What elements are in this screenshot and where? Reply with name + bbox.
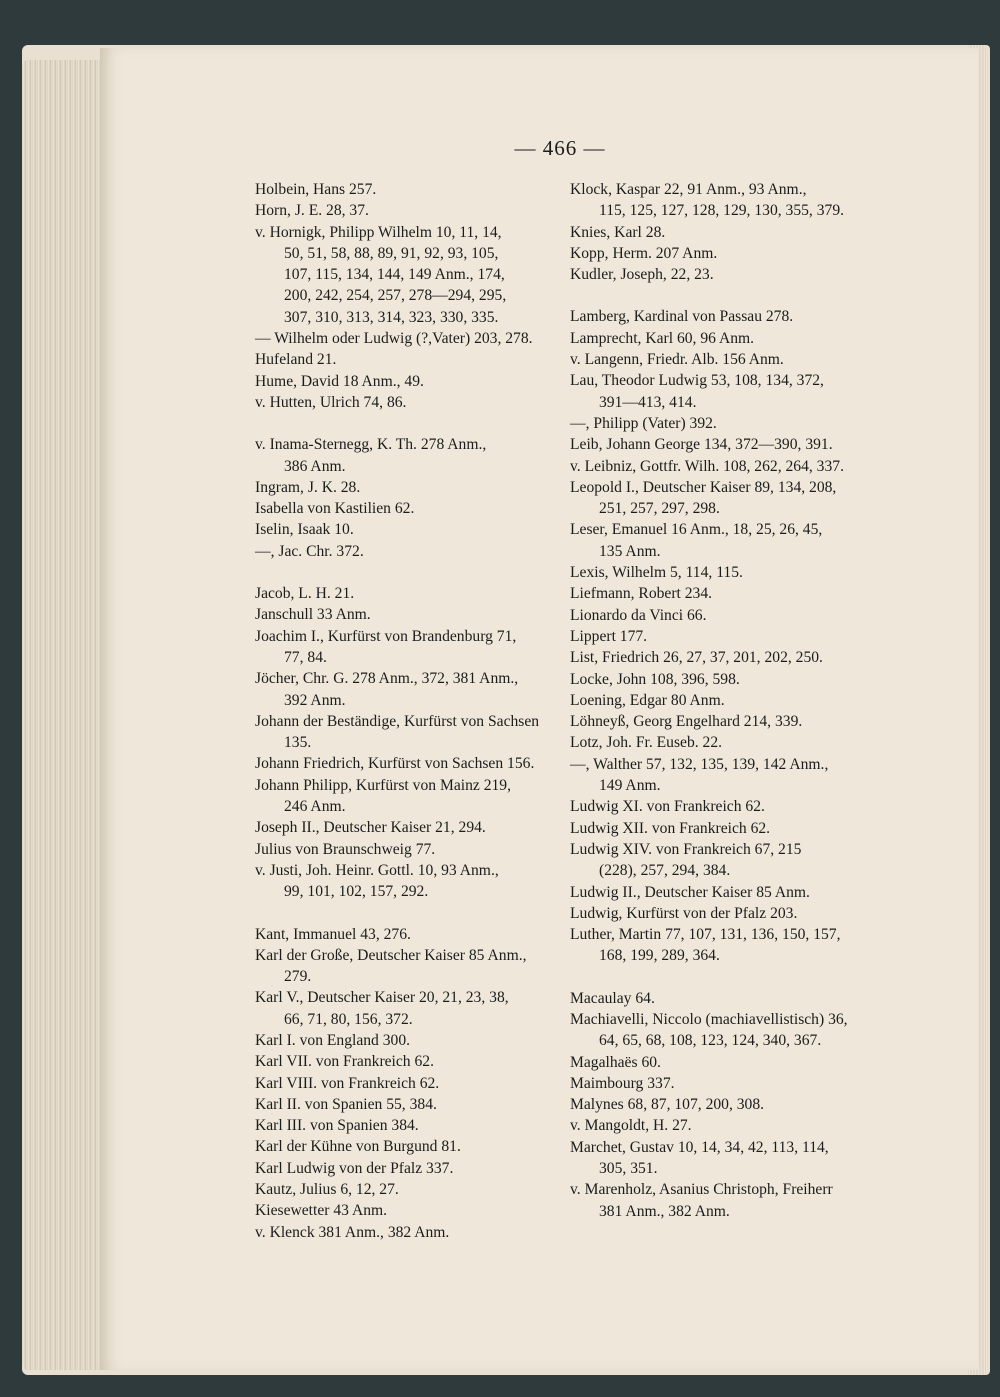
index-entry [255,1030,557,1051]
index-entry [570,562,880,583]
index-entry-line: v. Hornigk, Philipp Wilhelm 10, 11, 14, [255,223,502,241]
index-entry-line: Ingram, J. K. 28. [255,478,361,496]
index-entry-line: v. Inama-Sternegg, K. Th. 278 Anm., [255,436,487,454]
index-entry-line: v. Klenck 381 Anm., 382 Anm. [255,1223,450,1241]
index-entry-line: Iselin, Isaak 10. [255,521,354,539]
index-entry [570,1009,880,1052]
index-entry-continuation: 392 Anm. [284,691,346,709]
index-entry-line: Ludwig, Kurfürst von der Pfalz 203. [570,904,798,922]
index-entry [255,817,557,838]
index-entry [570,1179,880,1222]
index-entry [570,434,880,455]
index-entry [570,1052,880,1073]
index-entry-line: Joachim I., Kurfürst von Brandenburg 71, [255,627,517,645]
index-entry-line: List, Friedrich 26, 27, 37, 201, 202, 250. [570,649,823,667]
section-gap [255,413,557,434]
index-entry-line: Karl VII. von Frankreich 62. [255,1053,434,1071]
index-entry [255,753,557,774]
index-entry [570,690,880,711]
index-entry-continuation: 50, 51, 58, 88, 89, 91, 92, 93, 105, [284,244,499,262]
index-entry-line: Maimbourg 337. [570,1074,675,1092]
index-entry-line: v. Langenn, Friedr. Alb. 156 Anm. [570,351,784,369]
index-entry [255,860,557,903]
index-entry-line: Kautz, Julius 6, 12, 27. [255,1181,399,1199]
index-entry [255,711,557,754]
index-entry [255,477,557,498]
index-entry-continuation: 305, 351. [599,1160,658,1178]
index-entry-line: Löhneyß, Georg Engelhard 214, 339. [570,713,803,731]
index-entry-line: Karl der Große, Deutscher Kaiser 85 Anm., [255,946,527,964]
index-entry-line: Karl VIII. von Frankreich 62. [255,1074,440,1092]
index-entry [255,371,557,392]
index-entry [255,434,557,477]
index-entry-line: Lau, Theodor Ludwig 53, 108, 134, 372, [570,372,824,390]
index-entry-continuation: 135. [284,734,312,752]
index-entry [570,1094,880,1115]
index-entry [255,200,557,221]
index-entry [255,1051,557,1072]
index-entry-line: Lexis, Wilhelm 5, 114, 115. [570,564,743,582]
index-entry [255,1136,557,1157]
index-entry [570,605,880,626]
index-entry-line: Janschull 33 Anm. [255,606,371,624]
index-entry [570,818,880,839]
page-number: — 466 — [514,136,606,160]
index-entry [570,924,880,967]
index-entry-continuation: 391—413, 414. [599,393,697,411]
index-entry-line: Locke, John 108, 396, 598. [570,670,740,688]
index-column-left [255,179,557,1243]
index-entry [570,328,880,349]
index-entry-line: Johann der Beständige, Kurfürst von Sachsen [255,712,540,730]
index-column-right [570,179,880,1222]
index-entry-line: Karl II. von Spanien 55, 384. [255,1095,437,1113]
index-entry-line: Isabella von Kastilien 62. [255,500,415,518]
index-entry-line: Leser, Emanuel 16 Anm., 18, 25, 26, 45, [570,521,823,539]
index-entry [255,839,557,860]
index-entry-line: Lippert 177. [570,627,648,645]
index-entry-continuation: 66, 71, 80, 156, 372. [284,1010,413,1028]
index-entry-line: v. Leibniz, Gottfr. Wilh. 108, 262, 264, 337. [570,457,844,475]
index-entry-line: Leib, Johann George 134, 372—390, 391. [570,436,833,454]
index-entry-continuation: 200, 242, 254, 257, 278—294, 295, [284,287,507,305]
index-entry [255,349,557,370]
index-entry [570,1115,880,1136]
section-gap [570,967,880,988]
section-gap [255,562,557,583]
section-gap [570,285,880,306]
index-entry [255,1200,557,1221]
index-entry-continuation: (228), 257, 294, 384. [599,862,731,880]
index-entry [570,243,880,264]
index-entry [255,1179,557,1200]
index-entry [255,583,557,604]
index-entry-continuation: 64, 65, 68, 108, 123, 124, 340, 367. [599,1032,822,1050]
index-entry-continuation: 168, 199, 289, 364. [599,947,720,965]
index-entry-line: Loening, Edgar 80 Anm. [570,691,725,709]
index-entry [255,604,557,625]
index-entry-line: Luther, Martin 77, 107, 131, 136, 150, 157, [570,926,841,944]
index-entry-line: Hufeland 21. [255,351,337,369]
index-entry-line: Knies, Karl 28. [570,223,666,241]
index-entry-line: Joseph II., Deutscher Kaiser 21, 294. [255,819,486,837]
index-entry [570,413,880,434]
index-entry [570,839,880,882]
index-entry [570,519,880,562]
index-entry-line: — Wilhelm oder Ludwig (?,Vater) 203, 278. [255,330,533,348]
index-entry-line: Kant, Immanuel 43, 276. [255,925,411,943]
index-entry-continuation: 77, 84. [284,648,327,666]
index-entry [255,222,557,328]
index-entry [570,179,880,222]
index-entry-line: Macaulay 64. [570,989,655,1007]
index-entry-line: Kudler, Joseph, 22, 23. [570,266,714,284]
index-entry [255,775,557,818]
index-entry-line: Ludwig XII. von Frankreich 62. [570,819,771,837]
index-entry-line: Jacob, L. H. 21. [255,585,355,603]
index-entry-line: v. Justi, Joh. Heinr. Gottl. 10, 93 Anm., [255,861,499,879]
index-entry-line: Ludwig XIV. von Frankreich 67, 215 [570,840,802,858]
index-entry [570,1137,880,1180]
index-entry-line: Horn, J. E. 28, 37. [255,202,369,220]
index-entry-line: Karl V., Deutscher Kaiser 20, 21, 23, 38, [255,989,509,1007]
index-entry-line: Leopold I., Deutscher Kaiser 89, 134, 208, [570,478,837,496]
index-entry [570,1073,880,1094]
index-entry [570,647,880,668]
index-entry-continuation: 279. [284,968,312,986]
index-entry-continuation: 149 Anm. [599,777,661,795]
index-entry-line: Magalhaës 60. [570,1053,661,1071]
index-entry [570,306,880,327]
index-entry [255,498,557,519]
index-entry-line: —, Philipp (Vater) 392. [570,414,717,432]
section-gap [255,903,557,924]
index-entry [255,945,557,988]
index-entry-line: v. Hutten, Ulrich 74, 86. [255,393,407,411]
index-entry-line: Lamberg, Kardinal von Passau 278. [570,308,794,326]
index-entry-continuation: 251, 257, 297, 298. [599,500,720,518]
index-entry [255,626,557,669]
index-entry [570,456,880,477]
index-entry [255,1115,557,1136]
index-entry-line: Holbein, Hans 257. [255,181,377,198]
index-entry [570,796,880,817]
index-entry-line: v. Marenholz, Asanius Christoph, Freiherr [570,1181,833,1199]
index-entry-line: v. Mangoldt, H. 27. [570,1117,692,1135]
index-entry [570,732,880,753]
index-entry-line: Klock, Kaspar 22, 91 Anm., 93 Anm., [570,181,807,198]
index-entry [255,1222,557,1243]
index-entry-line: Karl der Kühne von Burgund 81. [255,1138,461,1156]
index-entry [570,988,880,1009]
index-entry [255,179,557,200]
index-entry [570,626,880,647]
index-entry [570,370,880,413]
index-entry [255,987,557,1030]
index-entry-line: Lotz, Joh. Fr. Euseb. 22. [570,734,723,752]
index-entry-line: Kopp, Herm. 207 Anm. [570,244,718,262]
index-entry-continuation: 386 Anm. [284,457,346,475]
index-entry-continuation: 246 Anm. [284,798,346,816]
index-entry [570,882,880,903]
index-entry [570,349,880,370]
index-entry [570,754,880,797]
index-entry [570,669,880,690]
index-entry-line: Malynes 68, 87, 107, 200, 308. [570,1096,765,1114]
index-entry-continuation: 307, 310, 313, 314, 323, 330, 335. [284,308,499,326]
index-entry [570,222,880,243]
index-entry-line: Karl I. von England 300. [255,1031,411,1049]
index-entry-line: Marchet, Gustav 10, 14, 34, 42, 113, 114, [570,1138,829,1156]
index-entry [255,519,557,540]
index-entry-continuation: 115, 125, 127, 128, 129, 130, 355, 379. [599,202,845,220]
index-entry [570,711,880,732]
index-entry [255,1158,557,1179]
index-entry [570,264,880,285]
index-entry [255,392,557,413]
index-entry [255,541,557,562]
index-entry [255,668,557,711]
index-entry-line: Jöcher, Chr. G. 278 Anm., 372, 381 Anm., [255,670,519,688]
index-entry-continuation: 381 Anm., 382 Anm. [599,1202,730,1220]
index-entry [255,924,557,945]
index-entry-line: Johann Friedrich, Kurfürst von Sachsen 156. [255,755,535,773]
index-entry-line: —, Jac. Chr. 372. [255,542,364,560]
index-entry [255,1073,557,1094]
index-entry-line: Lamprecht, Karl 60, 96 Anm. [570,329,755,347]
index-entry-line: Liefmann, Robert 234. [570,585,713,603]
index-entry-continuation: 99, 101, 102, 157, 292. [284,883,429,901]
index-entry-line: Lionardo da Vinci 66. [570,606,707,624]
index-entry [255,328,557,349]
index-entry-line: Hume, David 18 Anm., 49. [255,372,424,390]
index-entry-line: Karl III. von Spanien 384. [255,1117,419,1135]
index-entry [570,903,880,924]
index-entry-line: Johann Philipp, Kurfürst von Mainz 219, [255,776,511,794]
index-entry-line: Julius von Braunschweig 77. [255,840,436,858]
index-entry [570,477,880,520]
index-entry-line: Ludwig II., Deutscher Kaiser 85 Anm. [570,883,810,901]
index-entry-line: Machiavelli, Niccolo (machiavellistisch) 36, [570,1010,848,1028]
index-entry-continuation: 135 Anm. [599,542,661,560]
index-entry-line: Kiesewetter 43 Anm. [255,1202,388,1220]
index-entry-line: Ludwig XI. von Frankreich 62. [570,798,765,816]
index-entry-continuation: 107, 115, 134, 144, 149 Anm., 174, [284,266,505,284]
index-entry-line: Karl Ludwig von der Pfalz 337. [255,1159,454,1177]
index-entry [255,1094,557,1115]
index-entry [570,583,880,604]
index-entry-line: —, Walther 57, 132, 135, 139, 142 Anm., [570,755,829,773]
